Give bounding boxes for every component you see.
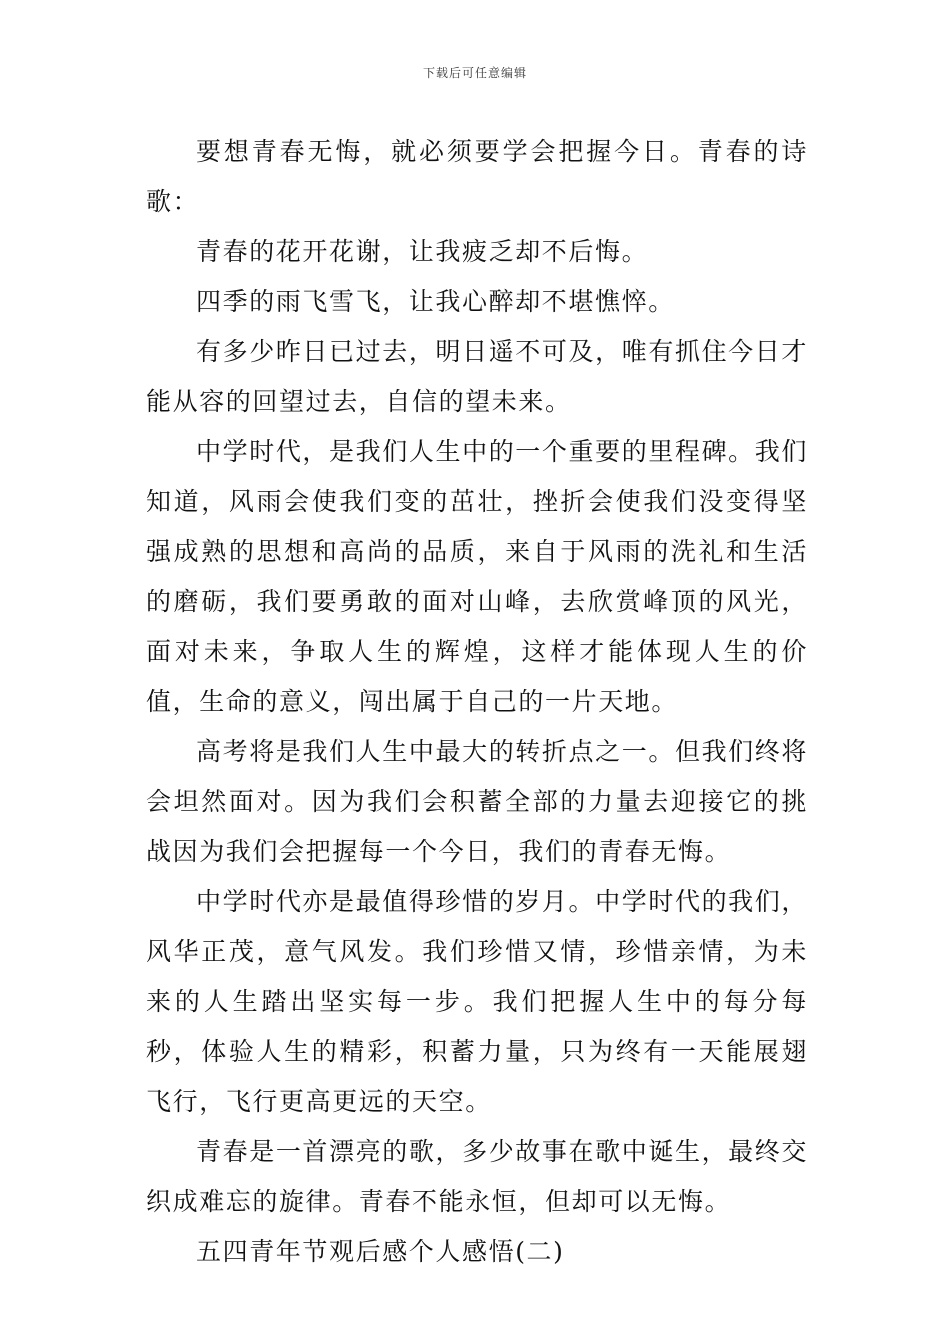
paragraph: 中学时代亦是最值得珍惜的岁月。中学时代的我们，风华正茂，意气风发。我们珍惜又情，珍惜亲情，为未来的人生踏出坚实每一步。我们把握人生中的每分每秒，体验人生的精彩，积蓄力量，只为终有一天能展翅飞行，飞行更高更远的天空。 bbox=[146, 887, 808, 1116]
paragraph: 青春是一首漂亮的歌，多少故事在歌中诞生，最终交织成难忘的旋律。青春不能永恒，但却可以无悔。 bbox=[146, 1137, 808, 1216]
header-note: 下载后可任意编辑 bbox=[422, 66, 527, 80]
section-heading: 五四青年节观后感个人感悟(二) bbox=[196, 1237, 565, 1266]
paragraph: 青春的花开花谢，让我疲乏却不后悔。 bbox=[196, 237, 649, 266]
paragraph: 四季的雨飞雪飞，让我心醉却不堪憔悴。 bbox=[196, 287, 675, 316]
paragraph: 中学时代，是我们人生中的一个重要的里程碑。我们知道，风雨会使我们变的茁壮，挫折会使我们没变得坚强成熟的思想和高尚的品质，来自于风雨的洗礼和生活的磨砺，我们要勇敢的面对山峰，去欣赏峰顶的风光，面对未来，争取人生的辉煌，这样才能体现人生的价值，生命的意义，闯出属于自己的一片天地。 bbox=[146, 437, 808, 716]
paragraph: 有多少昨日已过去，明日遥不可及，唯有抓住今日才能从容的回望过去，自信的望未来。 bbox=[146, 337, 808, 416]
paragraph: 高考将是我们人生中最大的转折点之一。但我们终将会坦然面对。因为我们会积蓄全部的力量去迎接它的挑战因为我们会把握每一个今日，我们的青春无悔。 bbox=[146, 737, 808, 866]
document-body bbox=[146, 127, 808, 1277]
paragraph: 要想青春无悔，就必须要学会把握今日。青春的诗歌： bbox=[146, 137, 808, 216]
